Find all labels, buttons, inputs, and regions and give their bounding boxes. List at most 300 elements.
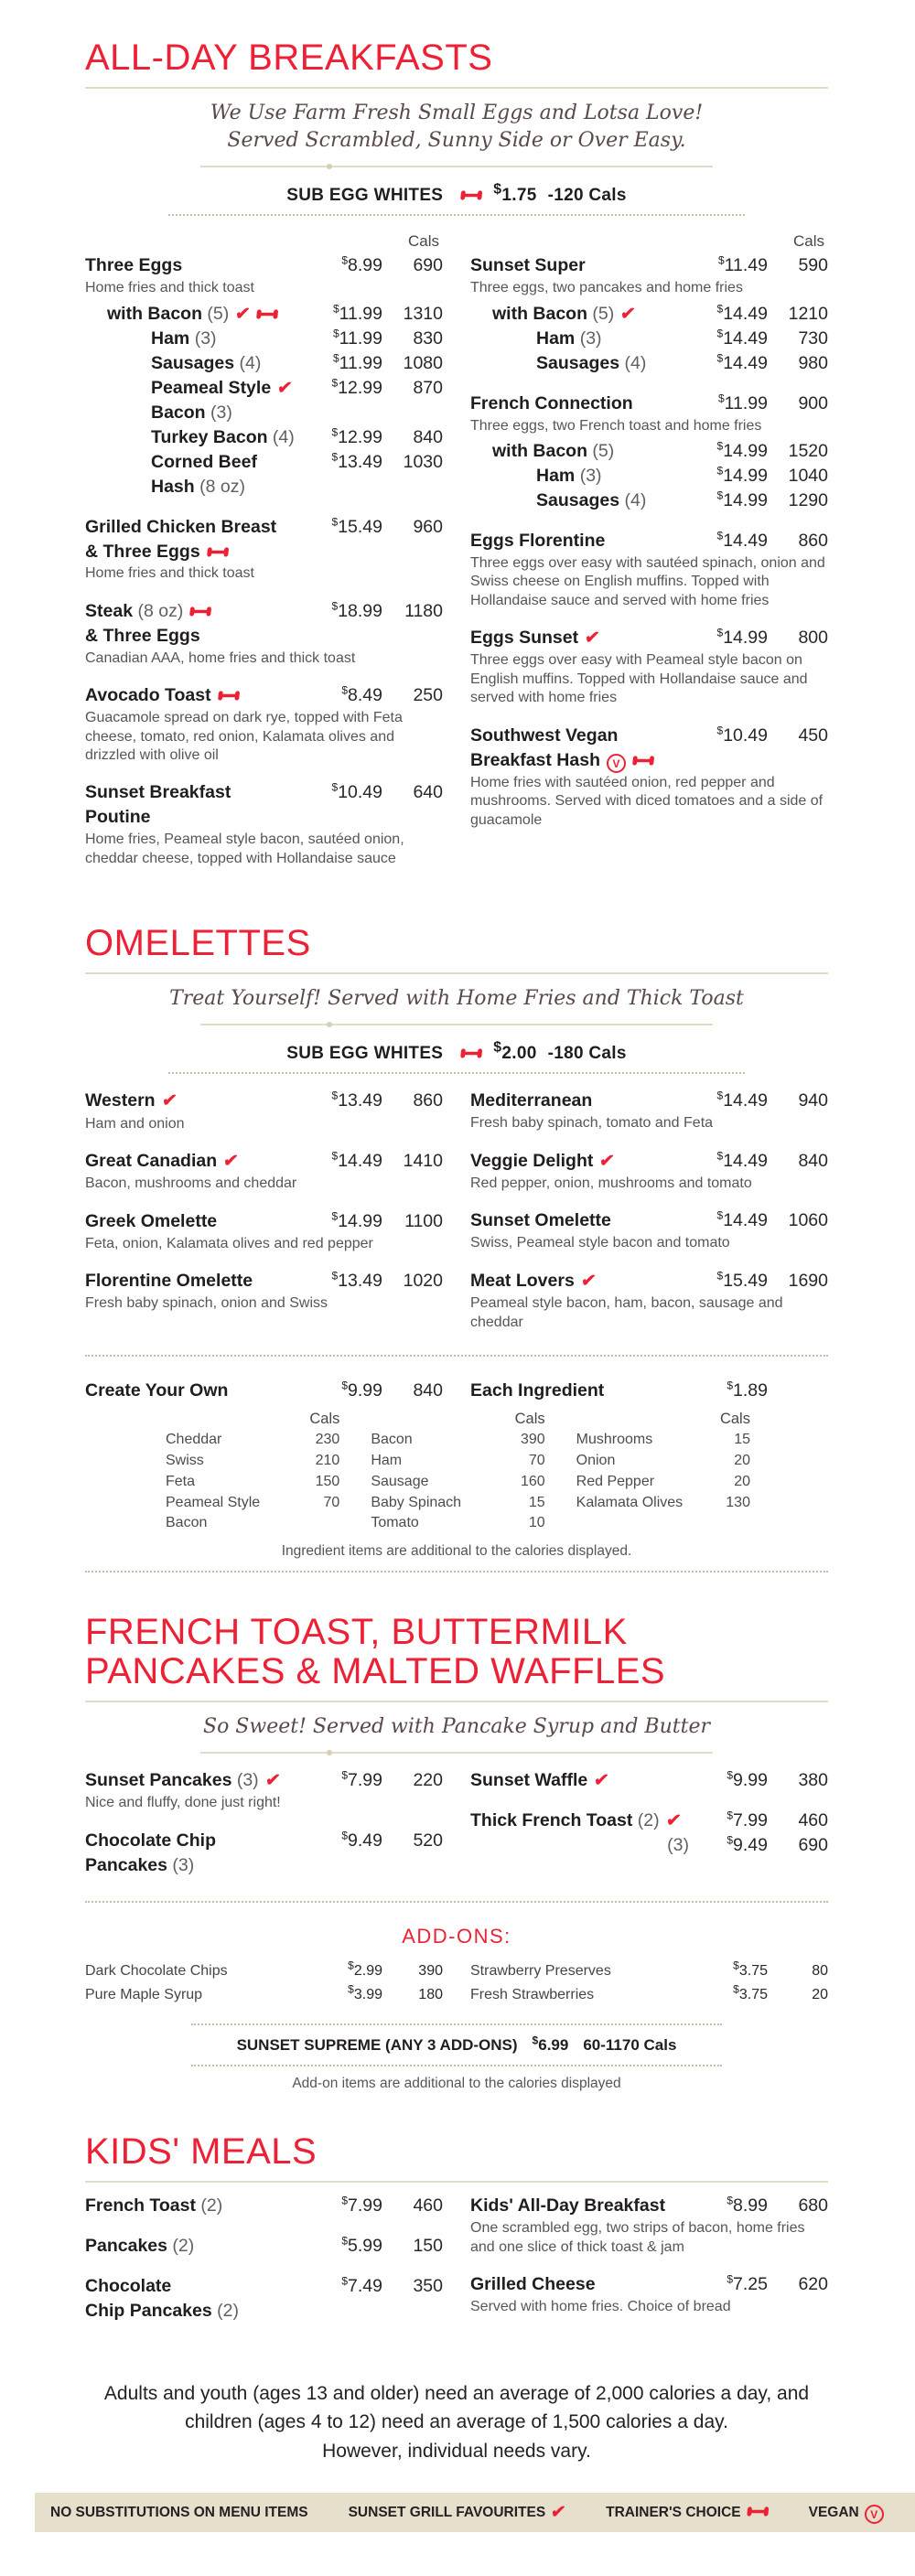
item-qty: (3) bbox=[575, 466, 602, 487]
add-ons-column bbox=[470, 1961, 828, 2009]
legend-label: VEGAN bbox=[808, 2504, 859, 2520]
item-name-text: with Bacon bbox=[107, 303, 203, 324]
currency-symbol: $ bbox=[716, 626, 724, 639]
sub-banner-price bbox=[493, 1040, 536, 1064]
currency-symbol: $ bbox=[716, 1269, 724, 1283]
item-name-text: Mediterranean bbox=[470, 1090, 593, 1111]
menu-row bbox=[470, 1149, 828, 1174]
item-qty: (8 oz) bbox=[133, 600, 184, 621]
price-value: $9.99 bbox=[727, 1768, 768, 1790]
menu-item bbox=[85, 683, 443, 765]
menu-item bbox=[470, 464, 828, 488]
price-value: $18.99 bbox=[331, 599, 382, 621]
menu-row bbox=[470, 1961, 828, 1981]
item-name-text: Steak bbox=[85, 600, 134, 621]
menu-row bbox=[470, 1089, 828, 1113]
item-cals: 1410 bbox=[403, 1151, 443, 1172]
currency-symbol: $ bbox=[331, 1269, 339, 1283]
menu-item bbox=[85, 450, 443, 499]
item-name-text: Kids' All-Day Breakfast bbox=[470, 2195, 666, 2216]
create-your-own-left bbox=[85, 1379, 443, 1403]
price-value: $10.49 bbox=[716, 724, 768, 746]
item-cals: 800 bbox=[798, 628, 828, 649]
sub-banner-label: SUB EGG WHITES bbox=[286, 185, 444, 205]
legend-item bbox=[50, 2505, 308, 2521]
currency-symbol: $ bbox=[348, 1959, 354, 1972]
item-name bbox=[470, 748, 689, 773]
menu-row bbox=[470, 724, 828, 748]
price-value: $14.99 bbox=[331, 1209, 382, 1231]
item-name bbox=[85, 540, 304, 564]
currency-symbol: $ bbox=[717, 392, 725, 405]
item-qty: (3) bbox=[575, 327, 602, 349]
menu-item bbox=[85, 376, 443, 425]
menu-item bbox=[85, 1768, 443, 1813]
item-cals: 690 bbox=[798, 1835, 828, 1856]
price-value: $11.99 bbox=[332, 351, 382, 373]
menu-item bbox=[85, 253, 443, 499]
menu-row bbox=[85, 2194, 443, 2218]
favourite-check-icon: ✔ bbox=[275, 378, 294, 398]
menu-item bbox=[85, 1209, 443, 1253]
item-price bbox=[696, 253, 768, 278]
item-price bbox=[696, 1269, 768, 1293]
menu-row bbox=[85, 1149, 443, 1174]
price-value: $11.99 bbox=[332, 327, 382, 349]
menu-columns bbox=[85, 1089, 828, 1347]
trainers-choice-icon bbox=[631, 749, 656, 774]
ingredient-row bbox=[166, 1451, 339, 1472]
item-name bbox=[85, 475, 304, 499]
item-name-text: Meat Lovers bbox=[470, 1270, 575, 1291]
menu-row bbox=[470, 1768, 828, 1793]
section-title-line: OMELETTES bbox=[85, 923, 311, 964]
item-cals: Cals bbox=[792, 231, 824, 250]
item-price bbox=[311, 780, 382, 805]
item-name-text: Pure Maple Syrup bbox=[85, 1986, 203, 2002]
menu-row bbox=[85, 253, 443, 278]
currency-symbol: $ bbox=[331, 1209, 339, 1223]
item-cals: 680 bbox=[798, 2195, 828, 2216]
item-price bbox=[311, 2194, 382, 2218]
item-qty: (4) bbox=[234, 352, 262, 373]
ingredient-name: Ham bbox=[371, 1453, 403, 1469]
menu-row bbox=[470, 1982, 828, 2005]
item-name bbox=[85, 624, 304, 649]
item-price bbox=[696, 1768, 768, 1793]
tagline-rule bbox=[200, 166, 713, 167]
menu-row bbox=[470, 1379, 828, 1403]
item-name bbox=[470, 351, 689, 376]
item-name-text: Chip Pancakes bbox=[85, 2301, 212, 2322]
currency-symbol: $ bbox=[332, 302, 339, 316]
menu-item bbox=[470, 1768, 828, 1793]
item-cals: 1290 bbox=[788, 489, 828, 510]
menu-row bbox=[85, 327, 443, 351]
item-name-text: Sausages bbox=[536, 489, 620, 510]
currency-symbol: $ bbox=[331, 1149, 339, 1163]
ingredient-row bbox=[371, 1472, 544, 1493]
ingredient-column bbox=[166, 1409, 339, 1534]
currency-symbol: $ bbox=[332, 327, 339, 340]
menu-item bbox=[470, 392, 828, 513]
item-description: Three eggs, two pancakes and home fries bbox=[470, 280, 743, 296]
favourite-check-icon: ✔ bbox=[664, 1811, 683, 1831]
menu-row bbox=[470, 1809, 828, 1833]
item-price bbox=[696, 488, 768, 513]
item-name-text: Ham bbox=[536, 466, 576, 487]
currency-symbol: $ bbox=[716, 327, 724, 340]
ingredient-cals: 390 bbox=[520, 1432, 545, 1448]
item-cals: 640 bbox=[413, 782, 443, 803]
currency-symbol: $ bbox=[727, 1768, 734, 1782]
ingredient-row bbox=[371, 1513, 544, 1534]
dotted-divider bbox=[85, 1571, 828, 1572]
add-ons-columns bbox=[85, 1961, 828, 2009]
trainers-choice-icon bbox=[188, 600, 213, 625]
menu-column bbox=[470, 1768, 828, 1873]
currency-symbol: $ bbox=[727, 1809, 734, 1822]
ingredient-cals: 160 bbox=[520, 1473, 545, 1489]
price-value: $11.49 bbox=[717, 253, 768, 276]
menu-row bbox=[85, 624, 443, 649]
item-description: Canadian AAA, home fries and thick toast bbox=[85, 649, 356, 666]
currency-symbol: $ bbox=[493, 1040, 502, 1057]
item-cals: 870 bbox=[413, 377, 443, 398]
ingredient-cals: 210 bbox=[315, 1453, 340, 1469]
section-title bbox=[85, 38, 828, 78]
item-name bbox=[470, 1089, 689, 1113]
add-ons-column bbox=[85, 1961, 443, 2009]
currency-symbol: $ bbox=[331, 1089, 339, 1102]
item-name bbox=[85, 450, 304, 475]
item-name bbox=[85, 2299, 304, 2324]
currency-symbol: $ bbox=[716, 488, 724, 502]
currency-symbol: $ bbox=[532, 2034, 539, 2046]
currency-symbol: $ bbox=[716, 724, 724, 737]
price-value: $2.00 bbox=[493, 1040, 537, 1064]
price-value: $13.49 bbox=[331, 450, 382, 472]
currency-symbol: $ bbox=[717, 253, 725, 267]
item-cals: 730 bbox=[798, 327, 828, 349]
ingredient-name: Bacon bbox=[371, 1432, 413, 1448]
item-description: Home fries with sautéed onion, red pepper and mushrooms. Served with diced tomatoes and a side of guacamole bbox=[470, 774, 824, 828]
vegan-icon: V bbox=[865, 2505, 884, 2524]
currency-symbol: $ bbox=[716, 302, 724, 316]
item-name-text: Sunset Pancakes bbox=[85, 1770, 232, 1790]
title-underline bbox=[85, 2181, 828, 2183]
calorie-notice-line: Adults and youth (ages 13 and older) need an average of 2,000 calories a day, and bbox=[103, 2382, 810, 2404]
ingredient-cals: 10 bbox=[528, 1515, 545, 1531]
price-value: $6.99 bbox=[532, 2034, 569, 2054]
item-name-text: Eggs Sunset bbox=[470, 628, 579, 649]
legend-item bbox=[349, 2502, 566, 2523]
price-value: $7.99 bbox=[341, 1768, 382, 1790]
item-price bbox=[696, 1149, 768, 1174]
item-cals: 590 bbox=[798, 255, 828, 276]
item-description: Nice and fluffy, done just right! bbox=[85, 1795, 281, 1811]
item-cals: 840 bbox=[798, 1150, 828, 1171]
trainers-choice-icon bbox=[255, 303, 280, 327]
item-name-text: Dark Chocolate Chips bbox=[85, 1962, 228, 1979]
menu-item bbox=[470, 724, 828, 830]
menu-row bbox=[470, 2272, 828, 2297]
item-name bbox=[470, 2194, 689, 2218]
ingredient-row bbox=[166, 1430, 339, 1451]
item-price bbox=[311, 1379, 382, 1403]
currency-symbol: $ bbox=[716, 351, 724, 365]
item-qty: (2) bbox=[196, 2195, 223, 2216]
item-price bbox=[311, 1089, 382, 1113]
item-price bbox=[696, 302, 768, 327]
item-name bbox=[470, 1269, 689, 1293]
item-qty: (3) bbox=[205, 402, 232, 423]
item-cals: 1210 bbox=[788, 303, 828, 324]
item-name bbox=[470, 2272, 689, 2297]
item-price bbox=[311, 1961, 382, 1981]
price-value: $14.49 bbox=[716, 529, 768, 551]
item-description: Served with home fries. Choice of bread bbox=[470, 2299, 731, 2315]
menu-item bbox=[470, 1961, 828, 1981]
item-name-text: Ham bbox=[151, 327, 190, 349]
item-name-text: Sausages bbox=[151, 352, 235, 373]
item-name-text: Sunset Waffle bbox=[470, 1770, 588, 1790]
ingredient-name: Tomato bbox=[371, 1515, 419, 1531]
item-description: Fresh baby spinach, onion and Swiss bbox=[85, 1295, 328, 1312]
cals-label: Cals bbox=[719, 1410, 750, 1427]
menu-row bbox=[85, 1209, 443, 1234]
item-price bbox=[311, 450, 382, 475]
legend-label: SUNSET GRILL FAVOURITES bbox=[348, 2504, 546, 2520]
legend-bar bbox=[35, 2493, 915, 2532]
item-name-text: Eggs Florentine bbox=[470, 530, 606, 551]
ingredient-row bbox=[166, 1472, 339, 1493]
ingredient-name: Sausage bbox=[371, 1473, 429, 1489]
ingredient-row bbox=[166, 1513, 339, 1534]
favourite-check-icon: ✔ bbox=[592, 1771, 610, 1790]
sunset-supreme-banner bbox=[191, 2023, 722, 2066]
price-value: $14.99 bbox=[716, 626, 768, 649]
ingredient-row bbox=[166, 1493, 339, 1514]
currency-symbol: $ bbox=[727, 2272, 734, 2286]
add-ons-heading: ADD-ONS: bbox=[402, 1924, 511, 1948]
menu-row bbox=[85, 805, 443, 830]
item-name bbox=[85, 253, 304, 278]
price-value: $8.49 bbox=[341, 683, 382, 706]
tagline-rule bbox=[200, 1752, 713, 1754]
item-price bbox=[696, 392, 768, 416]
item-name bbox=[470, 464, 689, 488]
price-value: $14.49 bbox=[331, 1149, 382, 1172]
menu-row bbox=[85, 515, 443, 540]
item-name bbox=[470, 1809, 689, 1833]
item-price bbox=[311, 327, 382, 351]
menu-item bbox=[470, 488, 828, 513]
currency-symbol: $ bbox=[733, 1982, 739, 1996]
section-omelettes bbox=[85, 924, 828, 1572]
currency-symbol: $ bbox=[331, 376, 339, 390]
item-description: Home fries, Peameal style bacon, sautéed onion, cheddar cheese, topped with Hollandaise sauce bbox=[85, 832, 404, 866]
price-value: $12.99 bbox=[331, 376, 382, 398]
menu-row bbox=[85, 1379, 443, 1403]
item-cals: 960 bbox=[413, 516, 443, 537]
section-tagline bbox=[85, 100, 828, 154]
menu-row bbox=[85, 376, 443, 401]
item-name-text: Great Canadian bbox=[85, 1151, 218, 1172]
item-name-text: Veggie Delight bbox=[470, 1150, 594, 1171]
menu-row bbox=[470, 1208, 828, 1233]
cals-label: Cals bbox=[514, 1410, 545, 1427]
item-name bbox=[470, 529, 689, 553]
currency-symbol: $ bbox=[716, 1089, 724, 1102]
tagline-rule bbox=[200, 1024, 713, 1025]
ingredient-name: Mushrooms bbox=[576, 1432, 653, 1448]
item-name-text: Thick French Toast bbox=[470, 1810, 633, 1831]
ingredient-cals-header bbox=[166, 1409, 339, 1430]
item-cals: 1040 bbox=[788, 466, 828, 487]
menu-row bbox=[85, 1768, 443, 1793]
menu-row bbox=[470, 1269, 828, 1293]
ingredient-name: Kalamata Olives bbox=[576, 1494, 684, 1510]
menu-item bbox=[85, 1269, 443, 1313]
item-cals: 1080 bbox=[403, 352, 443, 373]
ingredient-cals: 230 bbox=[315, 1432, 340, 1448]
menu-row bbox=[85, 683, 443, 708]
price-value: $14.99 bbox=[716, 464, 768, 487]
item-name bbox=[85, 1089, 304, 1113]
item-qty: (5) bbox=[587, 441, 615, 462]
menu-row bbox=[470, 748, 828, 773]
item-name bbox=[470, 724, 689, 748]
menu-item bbox=[85, 2274, 443, 2324]
item-name-text: Pancakes bbox=[85, 2236, 167, 2257]
ingredient-cals: 15 bbox=[734, 1432, 750, 1448]
item-price bbox=[696, 529, 768, 553]
menu-item bbox=[85, 1961, 443, 1981]
item-cals: 460 bbox=[798, 1810, 828, 1831]
item-cals: 860 bbox=[413, 1090, 443, 1111]
item-name-text: Bacon bbox=[151, 402, 206, 423]
price-value: $1.89 bbox=[727, 1379, 768, 1401]
item-name bbox=[85, 376, 304, 401]
legend-item bbox=[809, 2503, 884, 2522]
item-price bbox=[696, 1961, 768, 1981]
item-name-text: French Connection bbox=[470, 392, 633, 413]
menu-row bbox=[85, 1961, 443, 1981]
item-price bbox=[696, 1089, 768, 1113]
currency-symbol: $ bbox=[716, 1149, 724, 1163]
item-cals: 1180 bbox=[404, 600, 443, 621]
item-name bbox=[85, 1149, 304, 1174]
favourite-check-icon: ✔ bbox=[583, 628, 601, 649]
price-value: $3.75 bbox=[733, 1959, 768, 1979]
item-cals: 690 bbox=[413, 255, 443, 276]
item-description: Swiss, Peameal style bacon and tomato bbox=[470, 1235, 730, 1251]
item-description: Three eggs, two French toast and home fries bbox=[470, 417, 762, 434]
item-name bbox=[85, 1985, 304, 2005]
currency-symbol: $ bbox=[332, 351, 339, 365]
item-qty: (4) bbox=[619, 352, 647, 373]
ingredient-cals: 20 bbox=[734, 1453, 750, 1469]
each-ingredient-right bbox=[470, 1379, 828, 1403]
price-value: $14.49 bbox=[716, 302, 768, 324]
item-qty: (2) bbox=[167, 2236, 195, 2257]
currency-symbol: $ bbox=[733, 1959, 739, 1972]
item-cals: 1520 bbox=[788, 441, 828, 462]
item-name bbox=[85, 805, 304, 830]
item-name-text: Breakfast Hash bbox=[470, 749, 600, 770]
item-name-text: Chocolate Chip bbox=[85, 1830, 217, 1851]
menu-row bbox=[85, 351, 443, 376]
section-title bbox=[85, 2132, 828, 2172]
ingredient-caption: Ingredient items are additional to the calories displayed. bbox=[281, 1542, 632, 1559]
item-cals: 980 bbox=[798, 352, 828, 373]
item-name-text: Each Ingredient bbox=[470, 1380, 605, 1401]
item-cals: Cals bbox=[407, 231, 439, 250]
item-price bbox=[311, 1768, 382, 1793]
vegan-icon: V bbox=[607, 754, 626, 773]
currency-symbol: $ bbox=[716, 439, 724, 453]
currency-symbol: $ bbox=[716, 529, 724, 542]
menu-item bbox=[470, 2272, 828, 2316]
item-price bbox=[311, 425, 382, 450]
ingredient-cals: 20 bbox=[734, 1473, 750, 1489]
item-cals: 830 bbox=[413, 327, 443, 349]
price-value: $15.49 bbox=[331, 515, 382, 537]
menu-column bbox=[470, 1089, 828, 1347]
item-cals: 80 bbox=[812, 1962, 828, 1979]
menu-row bbox=[85, 2299, 443, 2324]
menu-row bbox=[470, 302, 828, 327]
item-qty: (3) bbox=[231, 1770, 259, 1790]
section-title-line: KIDS' MEALS bbox=[85, 2131, 318, 2173]
item-name-text: Southwest Vegan bbox=[470, 724, 619, 746]
item-price bbox=[696, 1833, 768, 1858]
currency-symbol: $ bbox=[331, 515, 339, 529]
menu-item bbox=[470, 327, 828, 351]
currency-symbol: $ bbox=[331, 780, 339, 794]
item-name bbox=[470, 253, 689, 278]
sub-egg-whites-banner bbox=[168, 1040, 745, 1074]
menu-item bbox=[85, 780, 443, 868]
item-name-text: with Bacon bbox=[492, 303, 588, 324]
legend-item bbox=[606, 2505, 769, 2521]
currency-symbol: $ bbox=[341, 1379, 349, 1392]
currency-symbol: $ bbox=[716, 464, 724, 478]
item-name-text: Sunset Omelette bbox=[470, 1210, 611, 1231]
item-cals: 840 bbox=[413, 426, 443, 447]
price-value: $14.49 bbox=[716, 1208, 768, 1231]
menu-row bbox=[85, 2234, 443, 2259]
supreme-label: SUNSET SUPREME (ANY 3 ADD-ONS) bbox=[236, 2035, 518, 2054]
item-qty: (3) bbox=[189, 327, 217, 349]
trainers-choice-icon bbox=[746, 2506, 770, 2522]
ingredient-cals: 130 bbox=[726, 1494, 750, 1510]
item-name bbox=[85, 1768, 304, 1793]
price-value: $9.49 bbox=[727, 1833, 768, 1856]
menu-item bbox=[470, 2194, 828, 2257]
price-value: $9.49 bbox=[341, 1829, 382, 1851]
item-price bbox=[696, 439, 768, 464]
currency-symbol: $ bbox=[341, 683, 349, 697]
item-cals: 620 bbox=[798, 2274, 828, 2295]
calorie-notice-line: However, individual needs vary. bbox=[322, 2440, 591, 2462]
trainers-choice-icon bbox=[459, 187, 483, 207]
menu-item bbox=[85, 515, 443, 584]
price-value: $13.49 bbox=[331, 1089, 382, 1111]
currency-symbol: $ bbox=[716, 1208, 724, 1222]
section-tagline bbox=[85, 985, 828, 1013]
